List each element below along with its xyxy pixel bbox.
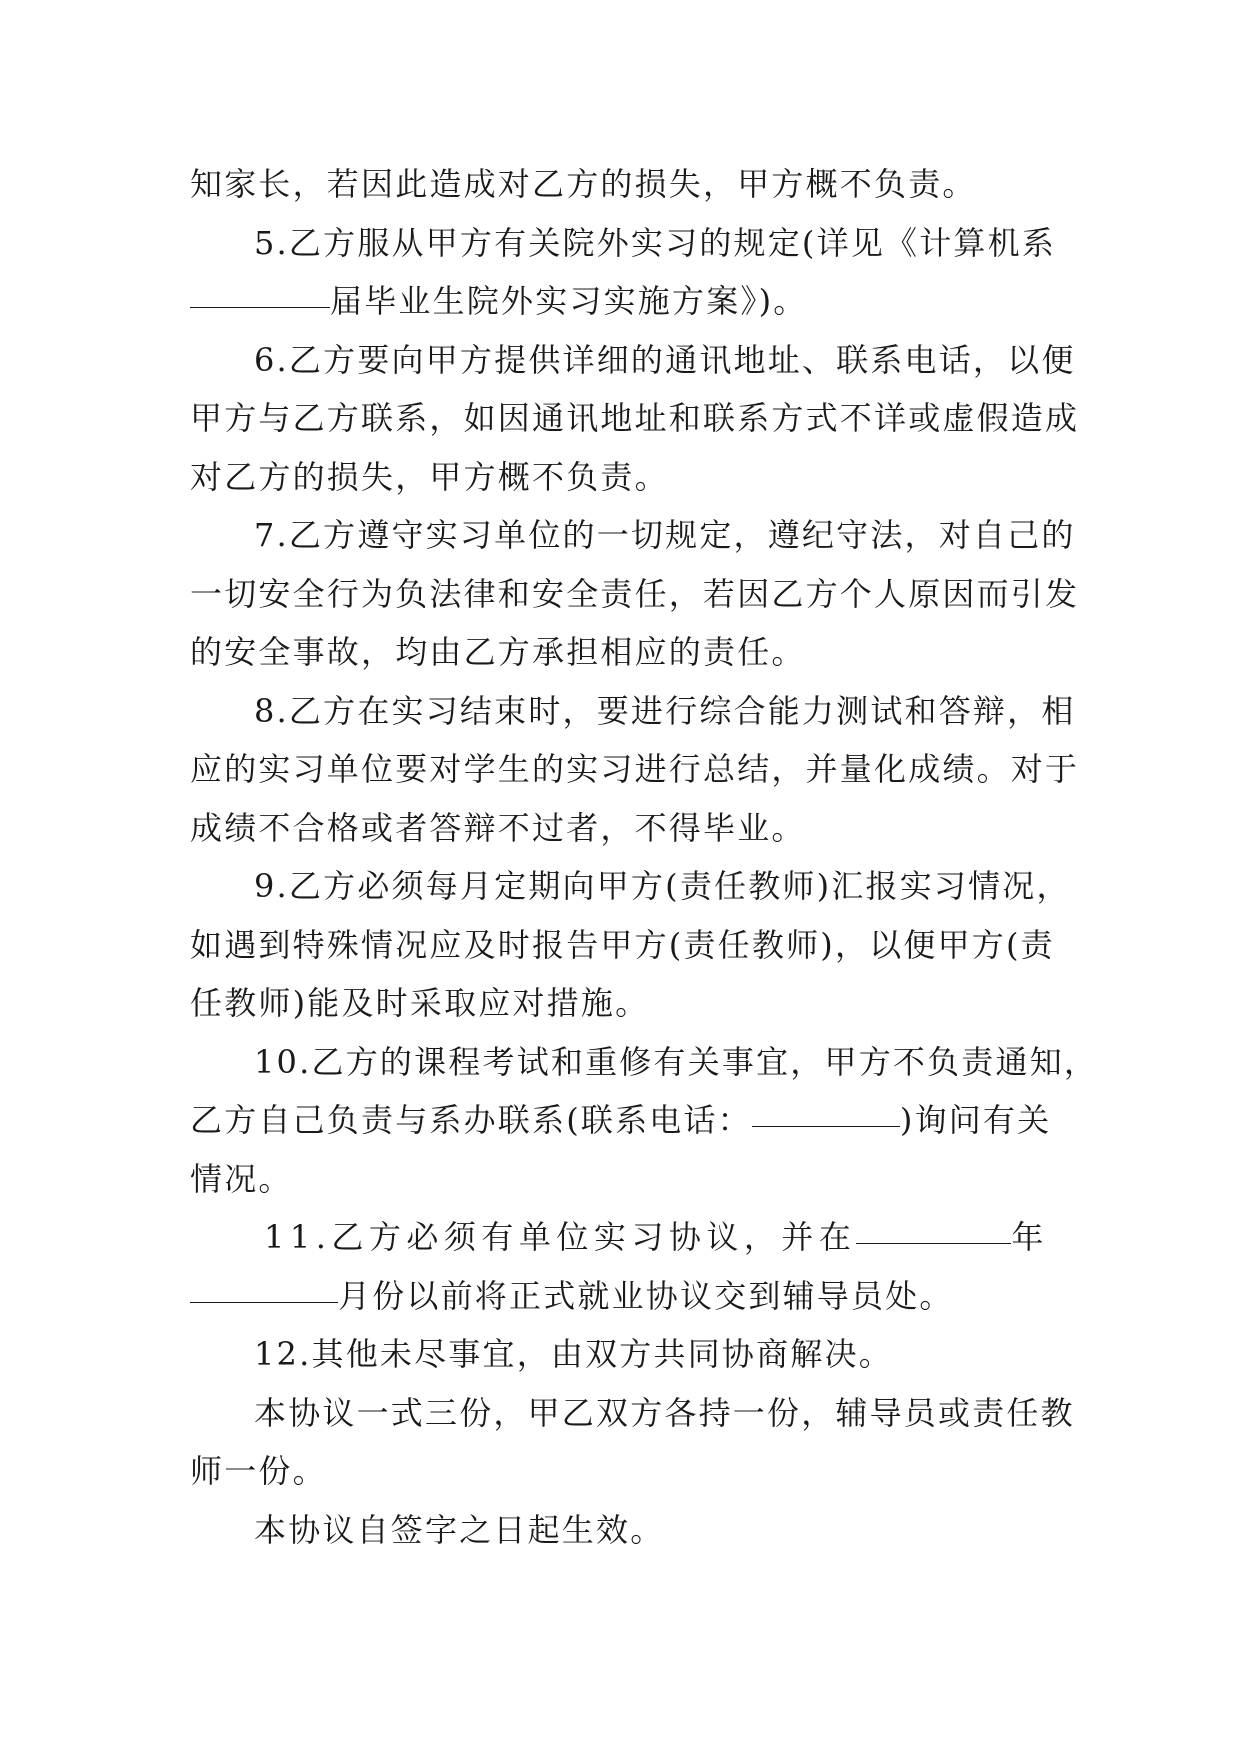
text-line: 知家长，若因此造成对乙方的损失，甲方概不负责。 [190,165,977,203]
clause-7-line-1: 7.乙方遵守实习单位的一切规定，遵纪守法，对自己的 [254,516,1076,554]
clause-7-line-3: 的安全事故，均由乙方承担相应的责任。 [190,633,806,671]
effective-line: 本协议自签字之日起生效。 [254,1510,665,1549]
clause-6-line-2: 甲方与乙方联系，如因通讯地址和联系方式不详或虚假造成 [190,399,1080,437]
clause-12-line: 12.其他未尽事宜，由双方共同协商解决。 [254,1335,893,1373]
clause-10-line-1: 10.乙方的课程考试和重修有关事宜，甲方不负责通知， [254,1042,1099,1081]
clause-11-text: 月份以前将正式就业协议交到辅导员处。 [338,1276,954,1315]
clause-10-text-before: 乙方自己负责与系办联系(联系电话： [190,1101,752,1139]
clause-9-line-3: 任教师)能及时采取应对措施。 [190,984,650,1022]
clause-9-line-1: 9.乙方必须每月定期向甲方(责任教师)汇报实习情况， [254,867,1071,905]
clause-11-text-after: 年 [1011,1218,1049,1256]
clause-11-text-before: 11.乙方必须有单位实习协议，并在 [264,1218,857,1256]
clause-10-text-after: )询问有关 [899,1101,1052,1139]
clause-7-line-2: 一切安全行为负法律和安全责任，若因乙方个人原因而引发 [190,574,1080,613]
clause-10-line-3: 情况。 [190,1159,293,1198]
clause-5-line-2 [190,272,1060,331]
clause-5-line-1: 5.乙方服从甲方有关院外实习的规定(详见《计算机系 [254,223,1057,262]
clause-11-line-1 [190,1208,1060,1267]
clause-8-line-3: 成绩不合格或者答辩不过者，不得毕业。 [190,808,806,847]
blank-field [190,273,330,308]
clause-11-line-2 [190,1267,1060,1326]
blank-field [190,1268,338,1303]
clause-5-text: 届毕业生院外实习实施方案》)。 [330,282,808,320]
document-body [190,155,1099,1559]
clause-9-line-2: 如遇到特殊情况应及时报告甲方(责任教师)，以便甲方(责 [190,925,1055,964]
clause-10-line-2 [190,1091,1060,1150]
clause-8-line-1: 8.乙方在实习结束时，要进行综合能力测试和答辩，相 [254,691,1076,730]
blank-field [856,1209,1011,1244]
copies-line-1: 本协议一式三份，甲乙双方各持一份，辅导员或责任教 [254,1393,1075,1432]
blank-field [752,1092,900,1127]
clause-6-line-3: 对乙方的损失，甲方概不负责。 [190,457,669,496]
clause-8-line-2: 应的实习单位要对学生的实习进行总结，并量化成绩。对于 [190,750,1080,788]
copies-line-2: 师一份。 [190,1452,327,1490]
clause-6-line-1: 6.乙方要向甲方提供详细的通讯地址、联系电话，以便 [254,340,1076,379]
